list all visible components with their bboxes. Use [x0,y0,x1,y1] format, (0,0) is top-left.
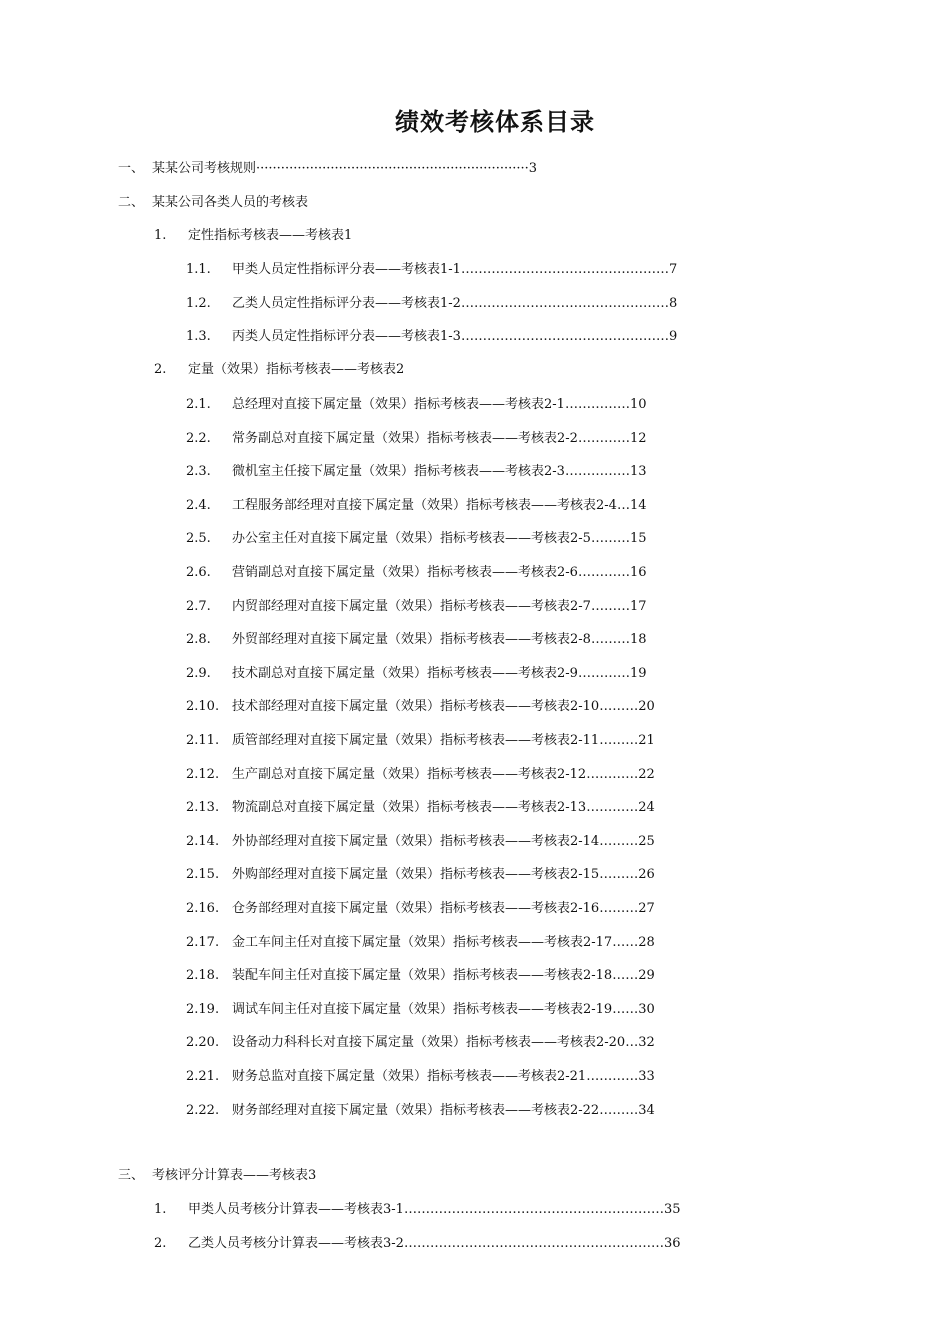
toc-entry[interactable] [154,227,352,245]
toc-text: 外协部经理对直接下属定量（效果）指标考核表——考核表2-14 [232,833,600,849]
toc-text: 物流副总对直接下属定量（效果）指标考核表——考核表2-13 [232,800,587,816]
toc-leader: ………… [577,430,630,446]
toc-leader: ……… [599,699,639,715]
toc-entry[interactable] [186,328,677,346]
toc-page: 16 [629,565,647,580]
toc-page: 34 [638,1102,655,1118]
toc-leader: ……… [599,1102,639,1118]
toc-number: 1.1. [186,262,211,277]
toc-entry[interactable] [154,1235,680,1253]
toc-number: 2.21. [186,1069,220,1084]
toc-page: 25 [638,833,655,849]
toc-text: 总经理对直接下属定量（效果）指标考核表——考核表2-1 [232,397,565,412]
toc-number: 2.8. [186,632,211,648]
toc-entry[interactable] [154,361,404,379]
toc-leader: ………………………………………… [460,262,669,277]
toc-entry[interactable] [186,497,646,515]
toc-text: 装配车间主任对直接下属定量（效果）指标考核表——考核表2-18 [232,968,613,984]
toc-page: 24 [638,800,655,816]
toc-number: 2.18. [186,968,220,984]
toc-text: 甲类人员考核分计算表——考核表3-1 [188,1202,404,1217]
toc-leader: ……… [590,531,630,547]
toc-page: 26 [638,867,655,883]
toc-text: 甲类人员定性指标评分表——考核表1-1 [232,262,461,277]
toc-leader: …… [612,968,639,984]
toc-number: 2.3. [186,464,211,480]
toc-number: 2.19. [186,1001,220,1017]
toc-leader: ………… [586,1069,639,1084]
toc-entry[interactable] [186,833,655,851]
toc-page: 33 [638,1069,655,1084]
toc-page: 17 [629,598,647,614]
toc-leader: ………… [577,665,630,681]
toc-entry[interactable] [186,766,655,784]
toc-entry[interactable] [186,530,646,548]
toc-page: 20 [638,699,655,715]
toc-page: 14 [629,497,647,513]
toc-text: 调试车间主任对直接下属定量（效果）指标考核表——考核表2-19 [232,1001,613,1017]
toc-text: 某某公司考核规则 [152,161,257,176]
toc-entry[interactable] [118,160,537,178]
toc-text: 质管部经理对直接下属定量（效果）指标考核表——考核表2-11 [232,733,600,748]
toc-page: 32 [638,1035,655,1051]
toc-text: 财务部经理对直接下属定量（效果）指标考核表——考核表2-22 [232,1102,600,1118]
toc-number: 三、 [118,1168,145,1183]
toc-number: 2.11. [186,733,220,748]
toc-page: 30 [638,1001,655,1017]
toc-leader: ………… [577,565,630,580]
toc-text: 生产副总对直接下属定量（效果）指标考核表——考核表2-12 [232,766,587,782]
toc-text: 营销副总对直接下属定量（效果）指标考核表——考核表2-6 [232,565,578,580]
toc-leader: ……… [599,833,639,849]
toc-text: 仓务部经理对直接下属定量（效果）指标考核表——考核表2-16 [232,901,600,916]
toc-number: 2.4. [186,497,211,513]
toc-number: 2.17. [186,934,220,950]
toc-number: 2.1. [186,397,211,412]
toc-number: 2.13. [186,800,220,816]
toc-entry[interactable] [186,295,677,313]
toc-number: 1.2. [186,295,211,311]
toc-entry[interactable] [186,866,655,884]
toc-text: 定量（效果）指标考核表——考核表2 [188,362,405,377]
toc-entry[interactable] [186,900,655,918]
toc-entry[interactable] [186,1034,655,1052]
toc-number: 1. [154,228,167,243]
toc-number: 2.14. [186,833,220,849]
toc-text: 常务副总对直接下属定量（效果）指标考核表——考核表2-2 [232,430,578,446]
toc-number: 2.15. [186,867,220,883]
toc-entry[interactable] [186,564,646,582]
toc-entry[interactable] [118,194,308,212]
toc-text: 外购部经理对直接下属定量（效果）指标考核表——考核表2-15 [232,867,600,883]
toc-page: 36 [663,1235,681,1251]
toc-number: 2.12. [186,766,220,782]
toc-entry[interactable] [118,1167,316,1185]
toc-page: 22 [638,766,655,782]
toc-text: 丙类人员定性指标评分表——考核表1-3 [232,329,461,344]
toc-leader: … [625,1035,639,1051]
toc-entry[interactable] [186,463,646,481]
toc-page: 21 [638,733,655,748]
toc-text: 微机室主任接下属定量（效果）指标考核表——考核表2-3 [232,464,565,480]
toc-leader: ………………………………………… [460,329,669,344]
toc-page: 35 [663,1202,681,1217]
document-title: 绩效考核体系目录 [395,108,595,136]
toc-text: 财务总监对直接下属定量（效果）指标考核表——考核表2-21 [232,1069,587,1084]
toc-number: 2.7. [186,598,211,614]
toc-entry[interactable] [154,1201,680,1219]
toc-entry[interactable] [186,598,646,616]
toc-text: 定性指标考核表——考核表1 [188,228,353,243]
toc-entry[interactable] [186,1102,655,1120]
toc-leader: … [616,497,630,513]
toc-text: 内贸部经理对直接下属定量（效果）指标考核表——考核表2-7 [232,598,591,614]
toc-text: 某某公司各类人员的考核表 [152,195,309,210]
toc-leader: ……… [599,867,639,883]
toc-leader: ……… [599,733,639,748]
toc-number: 2.20. [186,1035,220,1051]
toc-entry[interactable] [186,396,646,414]
toc-entry[interactable] [186,732,655,750]
toc-number: 1. [154,1202,167,1217]
toc-number: 2.5. [186,531,211,547]
toc-entry[interactable] [186,1068,655,1086]
toc-entry[interactable] [186,665,646,683]
toc-text: 技术副总对直接下属定量（效果）指标考核表——考核表2-9 [232,665,578,681]
toc-number: 2.10. [186,699,220,715]
toc-page: 15 [629,531,647,547]
toc-number: 2.2. [186,430,211,446]
toc-entry[interactable] [186,430,646,448]
toc-leader: ………… [586,800,639,816]
toc-page: 10 [629,397,647,412]
toc-text: 乙类人员考核分计算表——考核表3-2 [188,1235,404,1251]
toc-entry[interactable] [186,799,655,817]
toc-number: 一、 [118,161,145,176]
toc-entry[interactable] [186,934,655,952]
toc-number: 2.6. [186,565,211,580]
toc-page: 3 [528,161,538,176]
toc-page: 12 [629,430,647,446]
toc-text: 技术部经理对直接下属定量（效果）指标考核表——考核表2-10 [232,699,600,715]
toc-number: 2.9. [186,665,211,681]
toc-number: 1.3. [186,329,211,344]
toc-text: 工程服务部经理对直接下属定量（效果）指标考核表——考核表2-4 [232,497,617,513]
toc-text: 设备动力科科长对直接下属定量（效果）指标考核表——考核表2-20 [232,1035,626,1051]
toc-page: 28 [638,934,655,950]
toc-leader: ……… [590,598,630,614]
toc-leader: ·································································· [256,161,529,176]
toc-leader: ……… [599,901,639,916]
toc-text: 金工车间主任对直接下属定量（效果）指标考核表——考核表2-17 [232,934,613,950]
toc-page: 27 [638,901,655,916]
toc-leader: ………………………………………… [460,295,669,311]
toc-page: 8 [668,295,678,311]
toc-entry[interactable] [186,1001,655,1019]
toc-page: 7 [668,262,678,277]
toc-text: 外贸部经理对直接下属定量（效果）指标考核表——考核表2-8 [232,632,591,648]
toc-page: 19 [629,665,647,681]
toc-leader: ……… [590,632,630,648]
toc-leader: …… [612,934,639,950]
toc-entry[interactable] [186,698,655,716]
toc-leader: ………… [586,766,639,782]
toc-number: 2. [154,362,167,377]
toc-entry[interactable] [186,631,646,649]
toc-leader: …………… [564,397,630,412]
toc-page: 13 [629,464,647,480]
toc-leader: …………………………………………………… [403,1202,664,1217]
toc-number: 2.16. [186,901,220,916]
toc-leader: …………… [564,464,630,480]
toc-entry[interactable] [186,967,655,985]
toc-page: 9 [668,329,678,344]
toc-leader: …… [612,1001,639,1017]
toc-text: 办公室主任对直接下属定量（效果）指标考核表——考核表2-5 [232,531,591,547]
toc-text: 考核评分计算表——考核表3 [152,1168,317,1183]
toc-entry[interactable] [186,261,677,279]
toc-page: 18 [629,632,647,648]
toc-number: 2. [154,1235,167,1251]
toc-text: 乙类人员定性指标评分表——考核表1-2 [232,295,461,311]
toc-leader: …………………………………………………… [403,1235,664,1251]
toc-number: 2.22. [186,1102,220,1118]
toc-number: 二、 [118,195,145,210]
toc-page: 29 [638,968,655,984]
